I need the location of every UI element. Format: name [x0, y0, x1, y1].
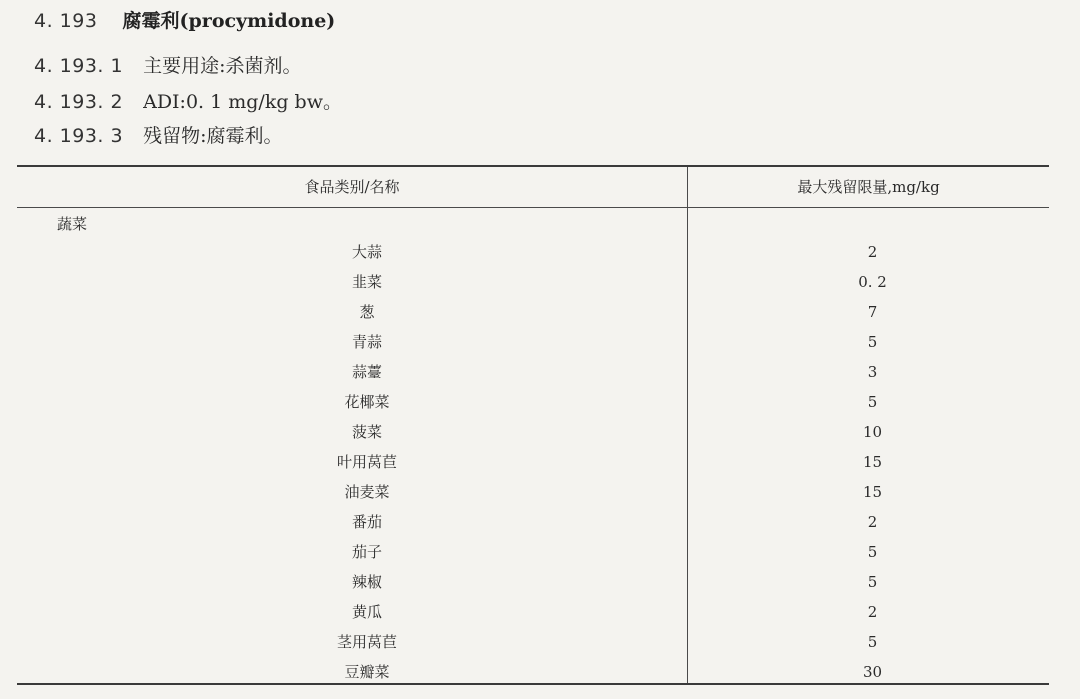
food-name-cell: 黄瓜	[351, 603, 382, 621]
mrl-value-cell: 15	[862, 453, 883, 471]
table-row	[17, 237, 1049, 267]
header-max-residue-limit: 最大残留限量,mg/kg	[797, 178, 940, 196]
food-name-cell: 葱	[359, 303, 375, 321]
section-title: 腐霉利(procymidone)	[122, 10, 336, 32]
mrl-value-cell: 0. 2	[858, 273, 887, 291]
table-row	[17, 267, 1049, 297]
item-number: 4. 193. 3	[34, 125, 124, 147]
mrl-value-cell: 5	[867, 573, 878, 591]
mrl-value-cell: 5	[867, 543, 878, 561]
section-number: 4. 193	[34, 10, 98, 32]
mrl-value-cell: 2	[867, 603, 878, 621]
table-row	[17, 627, 1049, 657]
item-text: ADI:0. 1 mg/kg bw。	[143, 91, 342, 113]
item-text: 主要用途:杀菌剂。	[143, 55, 302, 77]
food-name-cell: 茄子	[351, 543, 382, 561]
table-row	[17, 417, 1049, 447]
category-label: 蔬菜	[57, 215, 88, 233]
mrl-value-cell: 5	[867, 633, 878, 651]
food-name-cell: 番茄	[351, 513, 382, 531]
food-name-cell: 大蒜	[351, 243, 382, 261]
food-name-cell: 青蒜	[351, 333, 382, 351]
food-name-cell: 辣椒	[351, 573, 382, 591]
table-row	[17, 387, 1049, 417]
item-residue	[34, 122, 283, 150]
table-row	[17, 537, 1049, 567]
food-name-cell: 茎用莴苣	[336, 633, 397, 651]
food-name-cell: 菠菜	[351, 423, 382, 441]
header-food-category: 食品类别/名称	[304, 178, 400, 196]
table-row	[17, 447, 1049, 477]
table-row	[17, 597, 1049, 627]
mrl-value-cell: 30	[862, 663, 883, 681]
mrl-value-cell: 3	[867, 363, 878, 381]
mrl-table	[17, 165, 1049, 685]
mrl-value-cell: 2	[867, 243, 878, 261]
table-row	[17, 327, 1049, 357]
table-row	[17, 567, 1049, 597]
table-row	[17, 357, 1049, 387]
item-number: 4. 193. 1	[34, 55, 124, 77]
food-name-cell: 蒜薹	[351, 363, 382, 381]
table-row	[17, 477, 1049, 507]
food-name-cell: 叶用莴苣	[336, 453, 397, 471]
section-heading	[34, 7, 335, 35]
food-name-cell: 花椰菜	[344, 393, 390, 411]
mrl-value-cell: 7	[867, 303, 878, 321]
item-adi	[34, 88, 342, 116]
item-usage	[34, 52, 302, 80]
mrl-value-cell: 15	[862, 483, 883, 501]
mrl-value-cell: 2	[867, 513, 878, 531]
table-row	[17, 507, 1049, 537]
item-number: 4. 193. 2	[34, 91, 124, 113]
table-row	[17, 297, 1049, 327]
mrl-value-cell: 5	[867, 333, 878, 351]
food-name-cell: 油麦菜	[344, 483, 390, 501]
mrl-value-cell: 10	[862, 423, 883, 441]
header-divider	[17, 207, 1049, 208]
food-name-cell: 豆瓣菜	[344, 663, 390, 681]
food-name-cell: 韭菜	[351, 273, 382, 291]
item-text: 残留物:腐霉利。	[143, 125, 283, 147]
mrl-value-cell: 5	[867, 393, 878, 411]
table-row	[17, 657, 1049, 687]
